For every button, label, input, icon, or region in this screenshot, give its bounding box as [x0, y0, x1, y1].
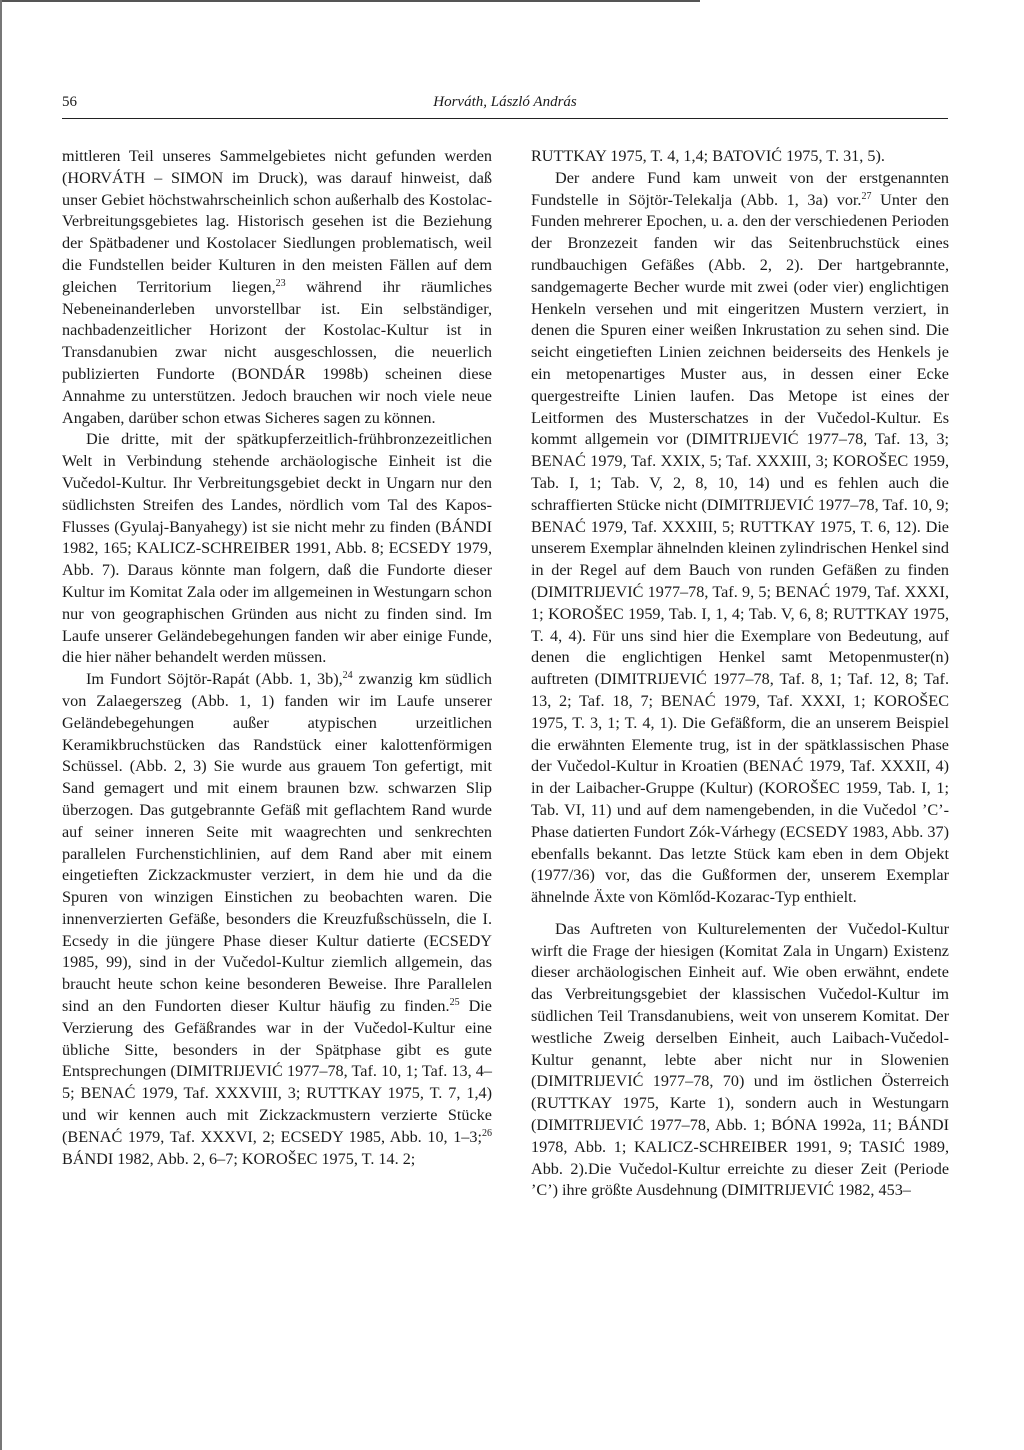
footnote-ref: 27	[861, 190, 872, 202]
paragraph: Im Fundort Söjtör-Rapát (Abb. 1, 3b),$^{24}$ zwanzig km südlich von Zalaegerszeg (Abb. 1, 1) fanden wir im Laufe unserer Geländebegehungen außer atypischen urzeitlichen Keramikbruchstücken das Randstück einer kalottenförmigen Schüssel. (Abb. 2, 3) Sie wurde aus grauem Ton gefertigt, mit Sand gemagert und mit einem braunen bzw. schwarzen Slip überzogen. Das gutgebrannte Gefäß mit geflachtem Rand wurde auf seiner inneren Seite mit waagrechten und senkrechten parallelen Furchenstichlinien, auf dem Rand aber mit einem eingetieften Zickzackmuster verziert, in dem hie und da die Spuren von winzigen Einstichen zu beobachten waren. Die innenverzierten Gefäße, besonders die Kreuzfußschüsseln, die I. Ecsedy in die jüngere Phase dieser Kultur datierte (ECSEDY 1985, 99), sind in der Vučedol-Kultur ziemlich allgemein, das braucht heute schon keine besonderen Beweise. Ihre Parallelen sind an den Fundorten dieser Kultur häufig zu finden.$^{25}$ Die Verzierung des Gefäßrandes war in der Vučedol-Kultur eine übliche Sitte, besonders in der Spätphase gibt es gute Entsprechungen (DIMITRIJEVIĆ 1977–78, Taf. 10, 1; Taf. 13, 4–5; BENAĆ 1979, Taf. XXXVIII, 3; RUTTKAY 1975, T. 7, 1,4) und wir kennen auch mit Zickzackmustern verzierte Stücke (BENAĆ 1979, Taf. XXXVI, 2; ECSEDY 1985, Abb. 10, 1–3;$^{26}$ BÁNDI 1982, Abb. 2, 6–7; KOROŠEC 1975, T. 14. 2;	[62, 670, 493, 1168]
scan-edge-top	[0, 0, 700, 2]
page-number: 56	[62, 94, 77, 110]
left-column	[62, 146, 492, 1170]
paragraph: Das Auftreten von Kulturelementen der Vučedol-Kultur wirft die Frage der hiesigen (Komitat Zala in Ungarn) Existenz dieser archäologischen Einheit auf. Wie oben erwähnt, endete das Verbreitungsgebiet der klassischen Vučedol-Kultur im südlichen Teil Transdanubiens, weit von unserem Komitat. Der westliche Zweig derselben Einheit, auch Laibach-Vučedol-Kultur genannt, lebte aber nicht nur in Slowenien (DIMITRIJEVIĆ 1977–78, 70) und im östlichen Österreich (RUTTKAY 1975, Karte 1), sondern auch in Westungarn (DIMITRIJEVIĆ 1977–78, Abb. 1; BÓNA 1992a, 11; BÁNDI 1978, Abb. 1; KALICZ-SCHREIBER 1991, 9; TASIĆ 1989, Abb. 2).Die Vučedol-Kultur erreichte zu dieser Zeit (Periode ’C’) ihre größte Ausdehnung (DIMITRIJEVIĆ 1982, 453–	[531, 919, 949, 1200]
footnote-ref: 24	[342, 670, 353, 682]
paragraph: Der andere Fund kam unweit von der erstgenannten Fundstelle in Söjtör-Telekalja (Abb. 1, 3a) vor.$^{27}$ Unter den Funden mehrerer Epochen, u. a. den der verschiedenen Perioden der Bronzezeit fanden wir das Seitenbruchstück eines rundbauchigen Gefäßes (Abb. 2, 2). Der hartgebrannte, sandgemagerte Becher wurde mit zwei (oder vier) englichtigen Henkeln versehen und mit eingeritzen Mustern verziert, in denen die Spuren einer weißen Inkrustation zu sehen sind. Die seicht eingetieften Linien zeichnen beiderseits des Henkels je ein metopenartiges Muster aus, in dessen einer Ecke quergestreifte Linien laufen. Das Metope ist eines der Leitformen des Musterschatzes in der Vučedol-Kultur. Es kommt allgemein vor (DIMITRIJEVIĆ 1977–78, Taf. 13, 3; BENAĆ 1979, Taf. XXIX, 5; Taf. XXXIII, 3; KOROŠEC 1959, Tab. I, 1; Tab. V, 2, 8, 10, 14) und es fehlen auch die schraffierten Stücke nicht (DIMITRIJEVIĆ 1977–78, Taf. 10, 9; BENAĆ 1979, Taf. XXXIII, 5; RUTTKAY 1975, T. 6, 12). Die unserem Exemplar ähnelnden kleinen zylindrischen Henkel sind in der Regel auf dem Bauch von runden Gefäßen zu finden (DIMITRIJEVIĆ 1977–78, Taf. 9, 5; BENAĆ 1979, Taf. XXXI, 1; KOROŠEC 1959, Tab. I, 1, 4; Tab. V, 6, 8; RUTTKAY 1975, T. 4, 4). Für uns sind hier die Exemplare von Bedeutung, auf denen die englichtigen Henkel samt Metopenmuster(n) auftreten (DIMITRIJEVIĆ 1977–78, Taf. 8, 1; Taf. 12, 8; Taf. 13, 2; Taf. 18, 7; BENAĆ 1979, Taf. XXXI, 1; KOROŠEC 1975, T. 3, 1; T. 4, 1). Die Gefäßform, die an unserem Beispiel die erwähnten Elemente trug, ist in der spätklassischen Phase der Vučedol-Kultur in Kroatien (BENAĆ 1979, Taf. XXXII, 4) in der Laibacher-Gruppe (Kultur) (KOROŠEC 1959, Tab. I, 1; Tab. VI, 11) und auf dem namengebenden, in die Vučedol ’C’-Phase datierten Fundort Zók-Várhegy (ECSEDY 1983, Abb. 37) ebenfalls bekannt. Das letzte Stück kam eben in dem Objekt (1977/36) vor, das die Gußformen der, unserem Exemplar ähnelnde Äxte von Kömlőd-Kozarac-Typ enthielt.	[531, 168, 949, 907]
paragraph: mittleren Teil unseres Sammelgebietes nicht gefunden werden (HORVÁTH – SIMON im Druck), was darauf hinweist, daß unser Gebiet höchstwahrscheinlich schon außerhalb des Kostolac-Verbreitungsgebietes lag. Historisch gesehen ist die Beziehung der Spätbadener und Kostolacer Siedlungen problematisch, weil die Fundstellen beider Kulturen in den meisten Fällen auf dem gleichen Territorium liegen,$^{23}$ während ihr räumliches Nebeneinanderleben unvorstellbar ist. Ein selbständiger, nachbadenzeitlicher Horizont der Kostolac-Kultur ist in Transdanubien zwar nicht ausgeschlossen, die neuerlich publizierten Fundorte (BONDÁR 1998b) scheinen diese Annahme zu unterstützen. Jedoch brauchen wir noch viele neue Angaben, darüber schon etwas Sicheres sagen zu können.	[62, 147, 492, 427]
scan-edge-left	[0, 0, 2, 1450]
footnote-ref: 25	[449, 997, 460, 1009]
paragraph: Die dritte, mit der spätkupferzeitlich-frühbronzezeitlichen Welt in Verbindung stehende archäologische Einheit ist die Vučedol-Kultur. Ihr Verbreitungsgebiet deckt in Ungarn nur den südlichsten Streifen des Landes, nördlich vom Tal des Kapos-Flusses (Gyulaj-Banyahegy) ist sie nicht mehr zu finden (BÁNDI 1982, 165; KALICZ-SCHREIBER 1991, Abb. 8; ECSEDY 1979, Abb. 7). Daraus könnte man folgern, daß die Fundorte dieser Kultur im Komitat Zala oder im allgemeinen in Westungarn schon nur von geographischen Gründen aus nicht zu finden sind. Im Laufe unserer Geländebegehungen fanden wir aber einige Funde, die hier näher behandelt werden müssen.	[62, 430, 492, 667]
running-header	[62, 92, 948, 119]
footnote-ref: 26	[482, 1127, 492, 1139]
paragraph: RUTTKAY 1975, T. 4, 1,4; BATOVIĆ 1975, T. 31, 5).	[531, 147, 885, 165]
running-title: Horváth, László András	[433, 94, 577, 110]
right-column	[531, 146, 949, 1202]
footnote-ref: 23	[275, 277, 286, 289]
